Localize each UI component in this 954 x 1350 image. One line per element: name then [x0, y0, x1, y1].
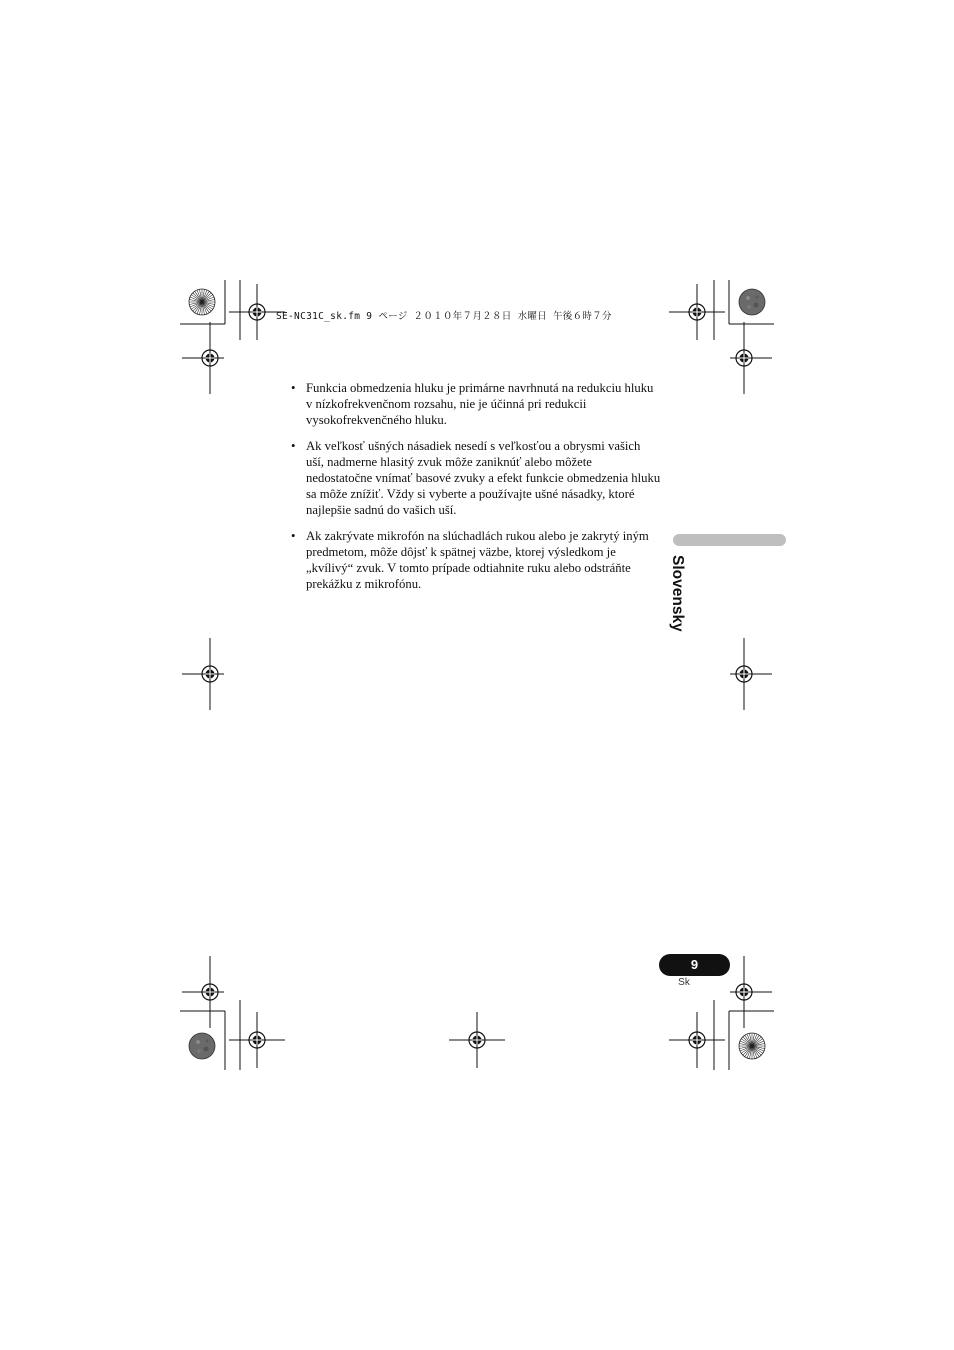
list-item [289, 528, 661, 592]
language-tab [673, 534, 786, 546]
file-info-header: SE-NC31C_sk.fm 9 ページ ２０１０年７月２８日 水曜日 午後６時７分 [276, 311, 612, 322]
list-item [289, 438, 661, 518]
list-item-text: Ak zakrývate mikrofón na slúchadlách rukou alebo je zakrytý iným predmetom, môže dôjsť k spätnej väzbe, ktorej výsledkom je „kvílivý“ zvuk. V tomto prípade odtiahnite ruku alebo odstráňte prekážku z mikrofónu. [306, 529, 649, 591]
list-item [289, 380, 661, 428]
page-number: 9 [659, 954, 730, 976]
bullet-icon: • [291, 381, 296, 395]
bullet-icon: • [291, 529, 296, 543]
page-language-code: Sk [678, 977, 690, 988]
list-item-text: Ak veľkosť ušných násadiek nesedí s veľkosťou a obrysmi vašich uší, nadmerne hlasitý zvuk môže zaniknúť alebo môžete nedostatočne vnímať basové zvuky a efekt funkcie obmedzenia hluku sa môže znížiť. Vždy si vyberte a používajte ušné násadky, ktoré najlepšie sadnú do vašich uší. [306, 439, 661, 517]
list-item-text: Funkcia obmedzenia hluku je primárne navrhnutá na redukciu hluku v nízkofrekvenčnom rozsahu, nie je účinná pri redukcii vysokofrekvenčného hluku. [306, 381, 654, 427]
notes-list [289, 380, 661, 602]
language-label: Slovensky [669, 555, 686, 632]
bullet-icon: • [291, 439, 296, 453]
